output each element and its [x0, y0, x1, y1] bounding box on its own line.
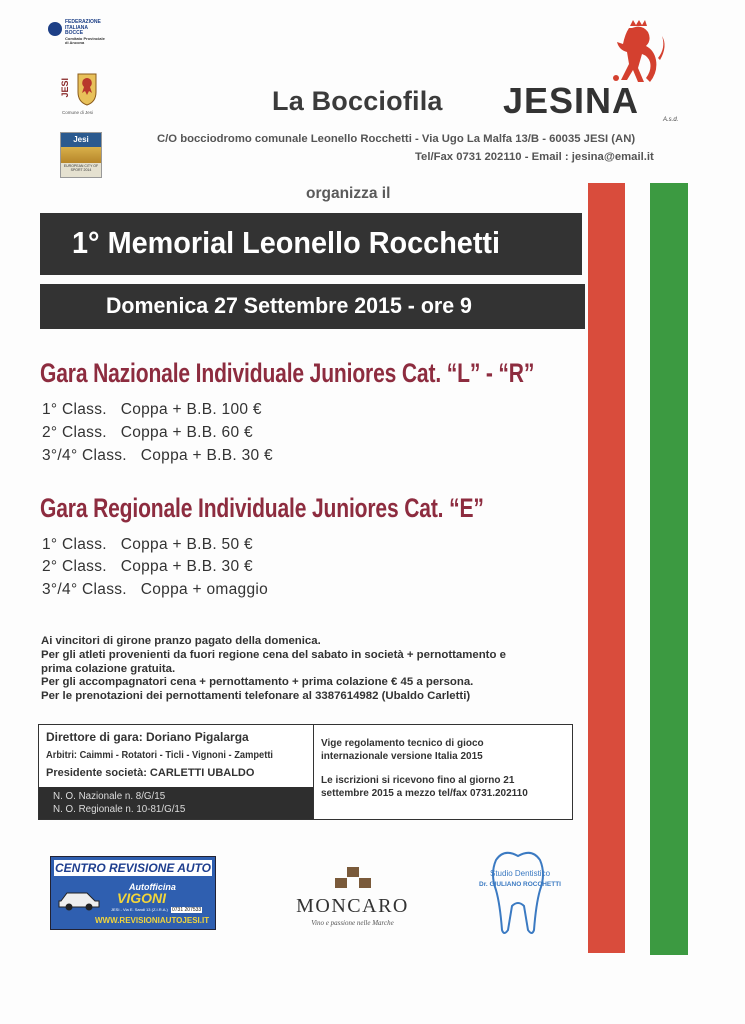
sponsor-centro-revisione: [50, 856, 216, 930]
badge-emblem-icon: [61, 147, 101, 163]
european-city-badge: [60, 132, 102, 178]
studio-line1: Studio Dentistico: [489, 869, 551, 878]
fib-emblem-icon: [48, 22, 62, 36]
gara-regionale-prize-2: 2° Class. Coppa + B.B. 30 €: [42, 558, 253, 575]
comune-letters: JESI: [60, 78, 70, 98]
fib-line5: di Ancona: [65, 40, 85, 45]
club-name: JESINA: [503, 80, 640, 121]
fib-line3: BOCCE: [65, 30, 84, 36]
sponsor-moncaro: [270, 865, 435, 935]
green-stripe: [650, 183, 688, 955]
centro-address: JESI - Via E. Sandi 13 (Z.I.R.A.): [111, 907, 168, 912]
rules-line-2: internazionale versione Italia 2015: [321, 751, 483, 762]
info-block: [41, 635, 581, 704]
nulla-osta-box: [39, 787, 313, 819]
club-suffix: A.s.d.: [663, 117, 679, 123]
gara-nazionale-title: Gara Nazionale Individuale Juniores Cat. “L” - “R”: [40, 358, 535, 388]
event-title-band: [40, 213, 582, 275]
red-stripe: [588, 183, 625, 953]
fib-line1: FEDERAZIONE: [65, 19, 101, 25]
event-date-band: [40, 284, 585, 329]
centro-autofficina: Autofficina: [129, 882, 176, 892]
comune-caption: Comune di Jesi: [62, 110, 94, 115]
club-prefix: La Bocciofila: [272, 86, 443, 116]
gara-nazionale-prize-1: 1° Class. Coppa + B.B. 100 €: [42, 401, 262, 418]
registration-line-1: Le iscrizioni si ricevono fino al giorno 21: [321, 775, 515, 786]
info-line: Per le prenotazioni dei pernottamenti telefonare al 3387614982 (Ubaldo Carletti): [41, 690, 471, 703]
car-icon: [57, 885, 101, 911]
gara-regionale-prize-1: 1° Class. Coppa + B.B. 50 €: [42, 536, 253, 553]
fib-line4: Comitato Provinciale: [65, 35, 105, 41]
officials-cell: [39, 725, 314, 819]
nulla-osta-nazionale: N. O. Nazionale n. 8/G/15: [53, 791, 166, 802]
moncaro-tagline: Vino e passione nelle Marche: [311, 919, 394, 927]
club-contacts: Tel/Fax 0731 202110 - Email : jesina@email.it: [415, 151, 654, 163]
tooth-icon: [486, 848, 550, 938]
club-president: Presidente società: CARLETTI UBALDO: [46, 767, 255, 779]
info-line: Ai vincitori di girone pranzo pagato della domenica.: [41, 635, 321, 647]
rules-line-1: Vige regolamento tecnico di gioco: [321, 738, 484, 749]
fib-line2: ITALIANA: [65, 24, 88, 31]
event-title: 1° Memorial Leonello Rocchetti: [72, 225, 501, 260]
badge-label: Jesi: [61, 133, 101, 147]
officials-table: [38, 724, 573, 820]
moncaro-name: MONCARO: [296, 895, 409, 917]
centro-name: VIGONI: [117, 890, 167, 906]
info-line: prima colazione gratuita.: [41, 662, 176, 675]
sponsor-studio-dentistico: [460, 848, 580, 938]
centro-phone: 0731 207533: [172, 907, 202, 913]
comune-jesi-logo: [60, 72, 104, 118]
lion-crest-icon: [74, 72, 100, 106]
badge-caption: EUROPEAN CITY OF SPORT 2014: [63, 164, 99, 172]
nulla-osta-regionale: N. O. Regionale n. 10-81/G/15: [53, 804, 186, 815]
gara-regionale-title: Gara Regionale Individuale Juniores Cat. “E”: [40, 493, 484, 523]
gara-nazionale-prize-2: 2° Class. Coppa + B.B. 60 €: [42, 424, 253, 441]
centro-header: CENTRO REVISIONE AUTO: [54, 861, 212, 875]
event-date: Domenica 27 Settembre 2015 - ore 9: [106, 293, 472, 318]
gara-regionale-prize-3: 3°/4° Class. Coppa + omaggio: [42, 581, 269, 598]
info-line: Per gli atleti provenienti da fuori regione cena del sabato in società + pernottamento e: [41, 648, 506, 661]
organizza-label: organizza il: [306, 185, 391, 202]
info-line: Per gli accompagnatori cena + pernottamento + prima colazione € 45 a persona.: [41, 676, 474, 689]
fib-logo: [48, 20, 111, 46]
studio-line2: Dr. GIULIANO ROCCHETTI: [479, 881, 561, 888]
centro-url: WWW.REVISIONIAUTOJESI.IT: [95, 916, 210, 925]
registration-line-2: settembre 2015 a mezzo tel/fax 0731.202110: [321, 788, 528, 799]
race-director: Direttore di gara: Doriano Pigalarga: [46, 730, 249, 744]
club-address: C/O bocciodromo comunale Leonello Rocchetti - Via Ugo La Malfa 13/B - 60035 JESI (AN): [157, 133, 636, 145]
moncaro-emblem-icon: [328, 865, 378, 891]
referees: Arbitri: Caimmi - Rotatori - Ticli - Vignoni - Zampetti: [46, 750, 274, 761]
gara-nazionale-prize-3: 3°/4° Class. Coppa + B.B. 30 €: [42, 447, 273, 464]
